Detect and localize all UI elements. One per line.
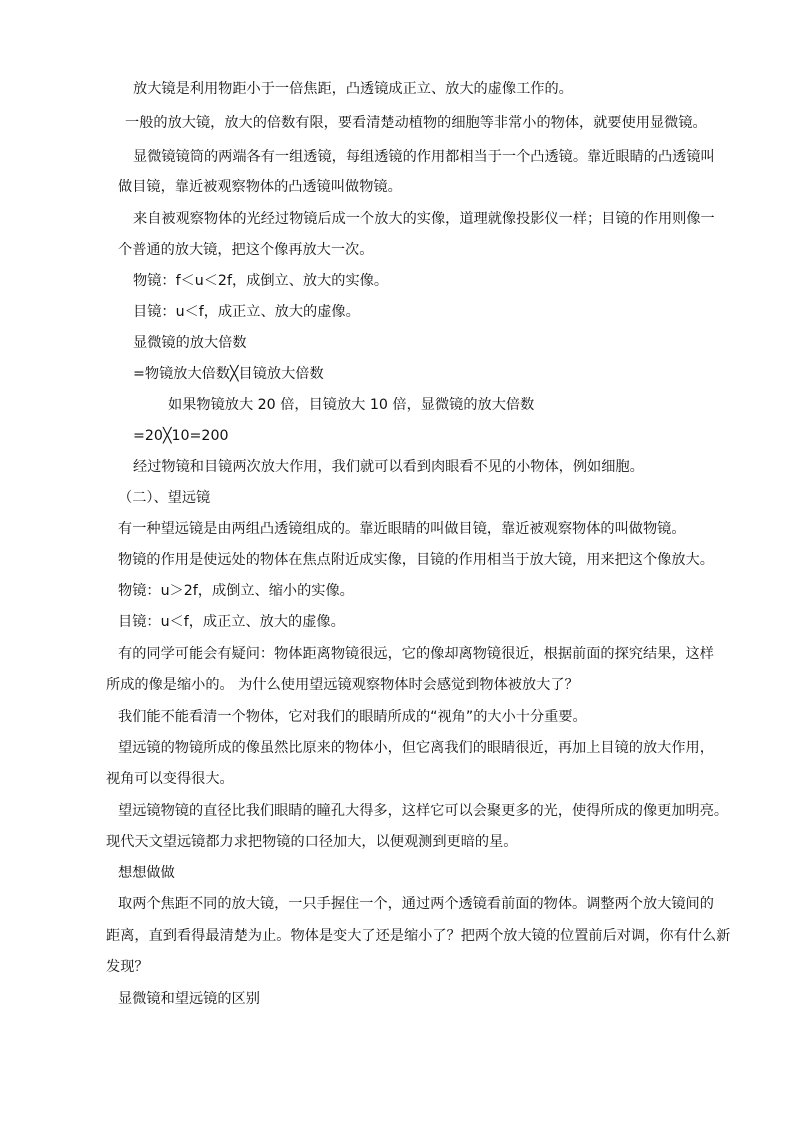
paragraph-line: 有的同学可能会有疑问：物体距离物镜很远，它的像却离物镜很近，根据前面的探究结果，这样 (118, 646, 714, 662)
paragraph-line: 发现？ (106, 959, 149, 975)
paragraph-line: 显微镜的放大倍数 (133, 335, 247, 351)
paragraph-line: 如果物镜放大 20 倍，目镜放大 10 倍，显微镜的放大倍数 (168, 397, 535, 413)
paragraph-line: 所成的像是缩小的。 为什么使用望远镜观察物体时会感觉到物体被放大了？ (106, 677, 579, 693)
paragraph-line: 一般的放大镜，放大的倍数有限，要看清楚动植物的细胞等非常小的物体，就要使用显微镜。 (125, 115, 707, 131)
paragraph-line: 望远镜的物镜所成的像虽然比原来的物体小，但它离我们的眼睛很近，再加上目镜的放大作用， (118, 740, 714, 756)
paragraph-line: 经过物镜和目镜两次放大作用，我们就可以看到肉眼看不见的小物体，例如细胞。 (133, 459, 644, 475)
paragraph-line: 物镜的作用是使远处的物体在焦点附近成实像，目镜的作用相当于放大镜，用来把这个像放大。 (118, 552, 714, 568)
paragraph-line: 有一种望远镜是由两组凸透镜组成的。靠近眼睛的叫做目镜，靠近被观察物体的叫做物镜。 (118, 521, 686, 537)
paragraph-line: 距离，直到看得最清楚为止。物体是变大了还是缩小了？把两个放大镜的位置前后对调，你有什么新 (106, 928, 731, 944)
paragraph-line: 我们能不能看清一个物体，它对我们的眼睛所成的“视角”的大小十分重要。 (118, 709, 587, 725)
section-heading: 想想做做 (118, 865, 175, 881)
formula-line: =20╳10=200 (133, 428, 229, 444)
formula-line: 目镜：u＜f，成正立、放大的虚像。 (118, 614, 345, 630)
formula-line: =物镜放大倍数╳目镜放大倍数 (133, 366, 324, 382)
paragraph-line: 显微镜镜筒的两端各有一组透镜，每组透镜的作用都相当于一个凸透镜。靠近眼睛的凸透镜叫 (133, 149, 715, 165)
paragraph-line: 做目镜，靠近被观察物体的凸透镜叫做物镜。 (118, 179, 402, 195)
section-heading: 显微镜和望远镜的区别 (118, 991, 260, 1007)
formula-line: 物镜：u＞2f，成倒立、缩小的实像。 (118, 583, 354, 599)
paragraph-line: 个普通的放大镜，把这个像再放大一次。 (118, 242, 374, 258)
paragraph-line: 取两个焦距不同的放大镜，一只手握住一个，通过两个透镜看前面的物体。调整两个放大镜间的 (118, 896, 714, 912)
paragraph-line: 视角可以变得很大。 (106, 771, 234, 787)
paragraph-line: 现代天文望远镜都力求把物镜的口径加大，以便观测到更暗的星。 (106, 834, 518, 850)
paragraph-line: 放大镜是利用物距小于一倍焦距，凸透镜成正立、放大的虚像工作的。 (133, 81, 573, 97)
section-heading: （二）、望远镜 (118, 490, 211, 506)
paragraph-line: 来自被观察物体的光经过物镜后成一个放大的实像，道理就像投影仪一样；目镜的作用则像一 (133, 211, 715, 227)
formula-line: 物镜：f＜u＜2f，成倒立、放大的实像。 (133, 273, 389, 289)
formula-line: 目镜：u＜f，成正立、放大的虚像。 (133, 304, 360, 320)
paragraph-line: 望远镜物镜的直径比我们眼睛的瞳孔大得多，这样它可以会聚更多的光，使得所成的像更加明亮。 (118, 803, 729, 819)
